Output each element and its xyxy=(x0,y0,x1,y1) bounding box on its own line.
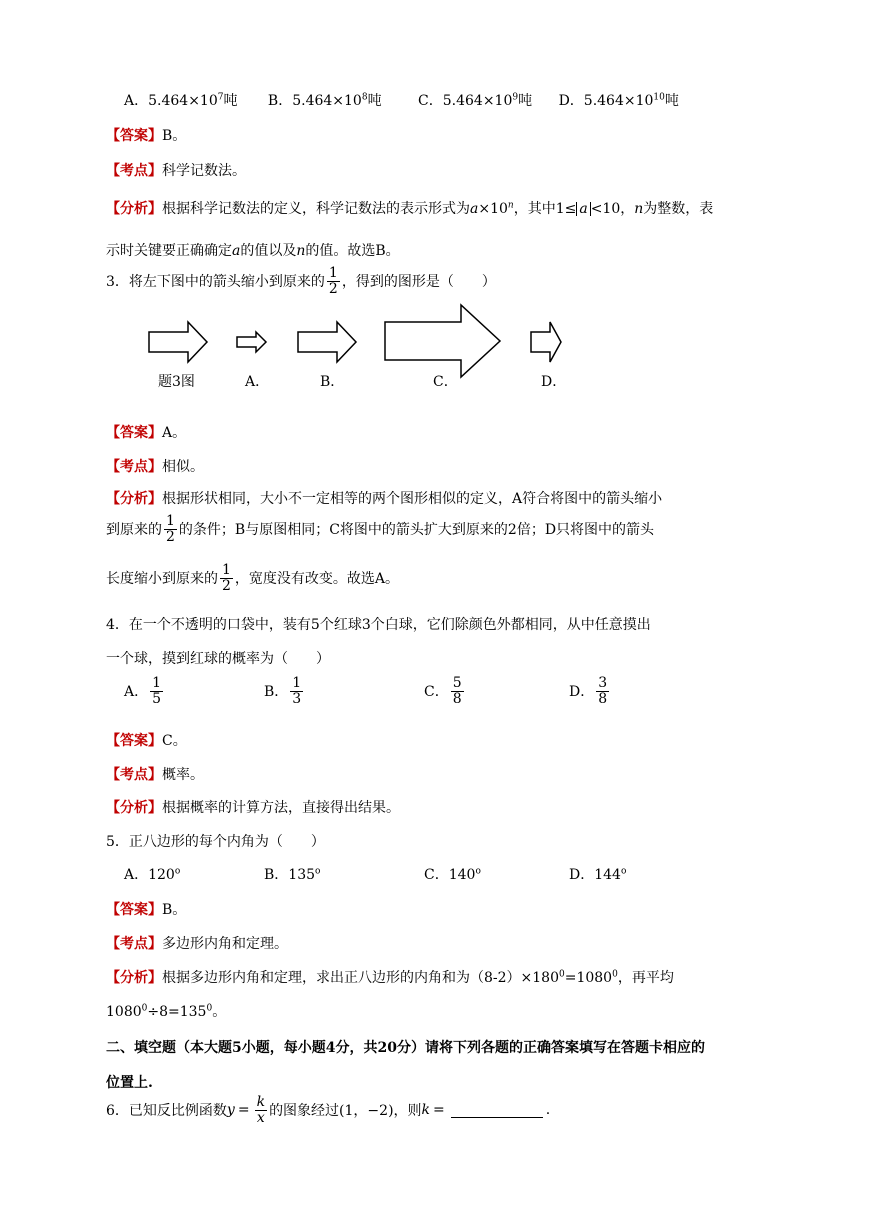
q3-stem: 3．将左下图中的箭头缩小到原来的 $\frac{1}{2}$ ，得到的图形是（ ） xyxy=(106,265,496,297)
figure-label-b: B． xyxy=(320,374,345,390)
arrow-d xyxy=(531,322,561,362)
arrow-a xyxy=(237,332,266,352)
q2-option-b: B．$5.464\times 10^8$吨 xyxy=(267,92,382,109)
q5-answer: 【答案】B。 xyxy=(106,902,187,918)
arrow-b xyxy=(298,322,356,362)
q2-option-d: D．$5.464\times 10^{10}$吨 xyxy=(558,92,679,109)
q4-option-b: B． $\frac{1}{3}$ xyxy=(264,675,302,707)
q3-analysis-line3: 长度缩小到原来的 $\frac{1}{2}$ ，宽度没有改变。故选A。 xyxy=(106,562,400,594)
q5-option-d: D．144$^o$ xyxy=(569,866,627,883)
q5-analysis-line2: $1080^0\div 8=135^0$。 xyxy=(106,1003,227,1020)
figure-label-a: A． xyxy=(245,374,270,390)
q3-point: 【考点】相似。 xyxy=(106,459,204,475)
q2-answer: 【答案】B。 xyxy=(106,128,187,144)
q3-answer: 【答案】A。 xyxy=(106,425,187,441)
q2-option-a: A．$5.464\times 10^7$吨 xyxy=(124,92,238,109)
q2-analysis-line1: 【分析】根据科学记数法的定义，科学记数法的表示形式为$a\times 10^n$，其中1≤ a <10，n为整数，表 xyxy=(106,200,714,217)
q4-stem-line1: 4．在一个不透明的口袋中，装有5个红球3个白球，它们除颜色外都相同，从中任意摸出 xyxy=(106,617,651,633)
q2-point: 【考点】科学记数法。 xyxy=(106,163,246,179)
q4-stem-line2: 一个球，摸到红球的概率为（ ） xyxy=(106,651,330,667)
q5-analysis-line1: 【分析】根据多边形内角和定理，求出正八边形的内角和为$(8-2)\times 180^0=1080^0$，再平均 xyxy=(106,969,674,986)
section2-heading-line2: 位置上. xyxy=(106,1075,153,1091)
q3-analysis-line2: 到原来的 $\frac{1}{2}$ 的条件；B与原图相同；C将图中的箭头扩大到原来的2倍；D只将图中的箭头 xyxy=(106,513,655,545)
q2-analysis-line2: 示时关键要正确确定a的值以及n的值。故选B。 xyxy=(106,243,400,259)
q4-option-d: D． $\frac{3}{8}$ xyxy=(569,675,608,707)
q6-answer-blank[interactable] xyxy=(451,1103,543,1118)
q5-option-c: C．140$^o$ xyxy=(424,866,481,883)
arrow-original xyxy=(149,322,207,362)
q3-fraction: $\frac{1}{2}$ xyxy=(328,265,338,297)
q4-point: 【考点】概率。 xyxy=(106,767,204,783)
q4-option-c: C． $\frac{5}{8}$ xyxy=(424,675,462,707)
q4-option-a: A． $\frac{1}{5}$ xyxy=(124,675,162,707)
q5-option-a: A．120$^o$ xyxy=(124,866,181,883)
q6-stem: 6．已知反比例函数y = $\frac{k}{x}$ 的图象经过(1，−2)，则k = . xyxy=(106,1094,551,1126)
q4-analysis: 【分析】根据概率的计算方法，直接得出结果。 xyxy=(106,800,400,816)
section2-heading-line1: 二、填空题（本大题5小题，每小题4分，共20分）请将下列各题的正确答案填写在答题卡相应的 xyxy=(106,1040,705,1056)
q5-point: 【考点】多边形内角和定理。 xyxy=(106,936,288,952)
q3-analysis-line1: 【分析】根据形状相同，大小不一定相等的两个图形相似的定义，A符合将图中的箭头缩小 xyxy=(106,491,663,507)
arrow-c xyxy=(385,305,500,377)
figure-label-c: C． xyxy=(433,374,458,390)
q5-stem: 5．正八边形的每个内角为（ ） xyxy=(106,834,325,850)
figure-label-d: D． xyxy=(541,374,567,390)
q2-option-c: C．$5.464\times 10^9$吨 xyxy=(418,92,533,109)
figure-label-q3: 题3图 xyxy=(158,374,195,390)
q5-option-b: B．135$^o$ xyxy=(264,866,321,883)
q4-answer: 【答案】C。 xyxy=(106,733,187,749)
